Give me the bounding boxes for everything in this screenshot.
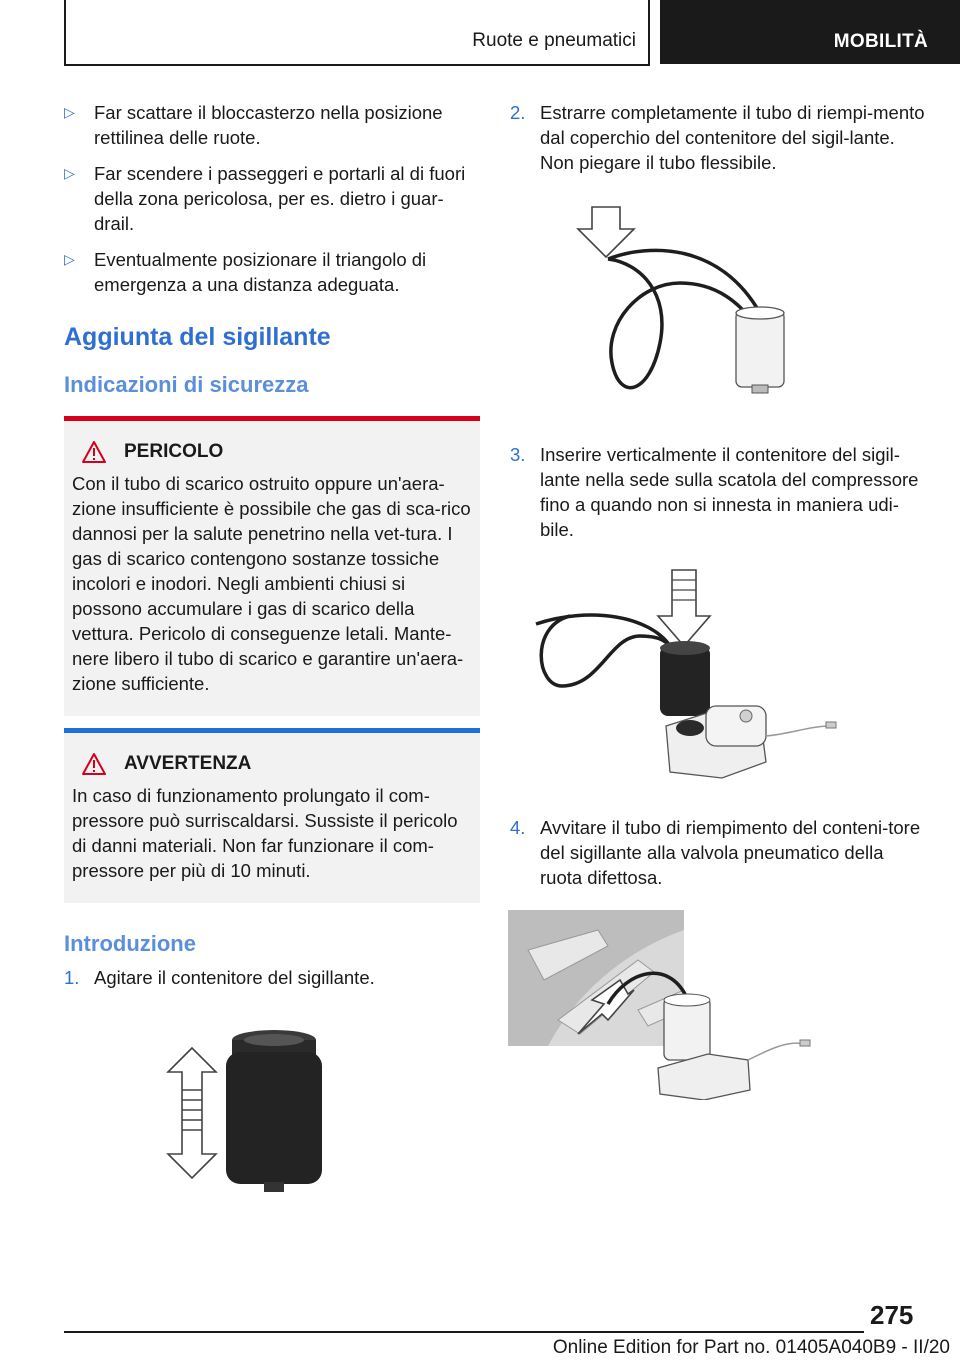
step-item: [510, 442, 930, 542]
list-item: [64, 100, 480, 150]
step-item: [64, 965, 480, 990]
double-arrow-icon: [168, 1048, 216, 1178]
down-arrow-icon: [578, 207, 634, 257]
right-column: [510, 100, 930, 1105]
step-number: 3.: [510, 444, 526, 465]
sealant-container-icon: [736, 307, 784, 393]
footer-rule: [64, 1331, 864, 1333]
danger-title: PERICOLO: [124, 441, 224, 462]
triangle-bullet-icon: ▷: [64, 104, 75, 120]
warning-triangle-icon: [82, 753, 106, 775]
section-heading: Aggiunta del sigillante: [64, 323, 331, 351]
step-item: [510, 100, 930, 175]
down-arrow-icon: [658, 570, 710, 646]
sealant-container-icon: [660, 641, 710, 716]
step-text: Agitare il contenitore del sigillante.: [94, 967, 375, 988]
step-number: 2.: [510, 102, 526, 123]
header-rule: [64, 64, 650, 66]
insert-container-illustration: [510, 566, 930, 786]
list-item: [64, 161, 480, 236]
warning-title: AVVERTENZA: [124, 753, 252, 774]
step-text: Estrarre completamente il tubo di riempi-mento dal coperchio del contenitore del sigil-lante. Non piegare il tubo flessibile.: [540, 102, 925, 173]
subsection-heading: Indicazioni di sicurezza: [64, 372, 309, 397]
warning-triangle-icon: [82, 441, 106, 463]
header-left-rule: [64, 0, 66, 66]
list-item-text: Far scendere i passeggeri e portarli al di fuori della zona pericolosa, per es. dietro i guar-drail.: [94, 163, 466, 234]
hose-shape: [536, 615, 670, 686]
header-chapter-tab: [660, 0, 960, 64]
step-text: Inserire verticalmente il contenitore del sigil-lante nella sede sulla scatola del compressore fino a quando non si innesta in maniera udi-bile.: [540, 444, 919, 540]
header-mid-rule: [648, 0, 650, 66]
triangle-bullet-icon: ▷: [64, 165, 75, 181]
compressor-icon: [666, 706, 836, 778]
danger-box: [64, 416, 480, 716]
attach-valve-illustration: [508, 910, 928, 1100]
list-item-text: Eventualmente posizionare il triangolo di emergenza a una distanza adeguata.: [94, 249, 427, 295]
step-item: [510, 815, 930, 890]
step-text: Avvitare il tubo di riempimento del conteni-tore del sigillante alla valvola pneumatico della ruota difettosa.: [540, 817, 921, 888]
warning-box: [64, 728, 480, 903]
header-chapter-title: MOBILITÀ: [833, 31, 928, 52]
danger-title-row: [72, 441, 472, 463]
footer-edition: Online Edition for Part no. 01405A040B9 - II/20: [552, 1337, 950, 1358]
danger-text: Con il tubo di scarico ostruito oppure un'aera-zione insufficiente è possibile che gas di sca-rico dannosi per la salute penetrino nella vet-tura. I gas di scarico contengono sostanze tossiche incolori e inodori. Negli ambienti chiusi si possono accumulare i gas di scarico della vettura. Pericolo di conseguenze letali. Mante-nere libero il tubo di scarico e garantire un'aera-zione sufficiente.: [72, 473, 471, 694]
list-item-text: Far scattare il bloccasterzo nella posizione rettilinea delle ruote.: [94, 102, 443, 148]
left-column: [64, 100, 480, 1203]
sealant-container-icon: [226, 1030, 322, 1192]
step-number: 4.: [510, 817, 526, 838]
warning-text: In caso di funzionamento prolungato il com-pressore può surriscaldarsi. Sussiste il pericolo di danni materiali. Non far funzionare il com-pressore per più di 10 minuti.: [72, 785, 458, 881]
shake-container-illustration: [64, 1028, 480, 1198]
page-number: 275: [870, 1300, 914, 1330]
list-item: [64, 247, 480, 297]
extract-hose-illustration: [510, 203, 930, 413]
triangle-bullet-icon: ▷: [64, 251, 75, 267]
intro-heading: Introduzione: [64, 931, 196, 956]
header-section-title: Ruote e pneumatici: [472, 30, 636, 51]
warning-title-row: [72, 753, 472, 775]
wheel-rim-icon: [508, 910, 684, 1046]
step-number: 1.: [64, 967, 80, 988]
sealant-container-icon: [664, 994, 710, 1060]
